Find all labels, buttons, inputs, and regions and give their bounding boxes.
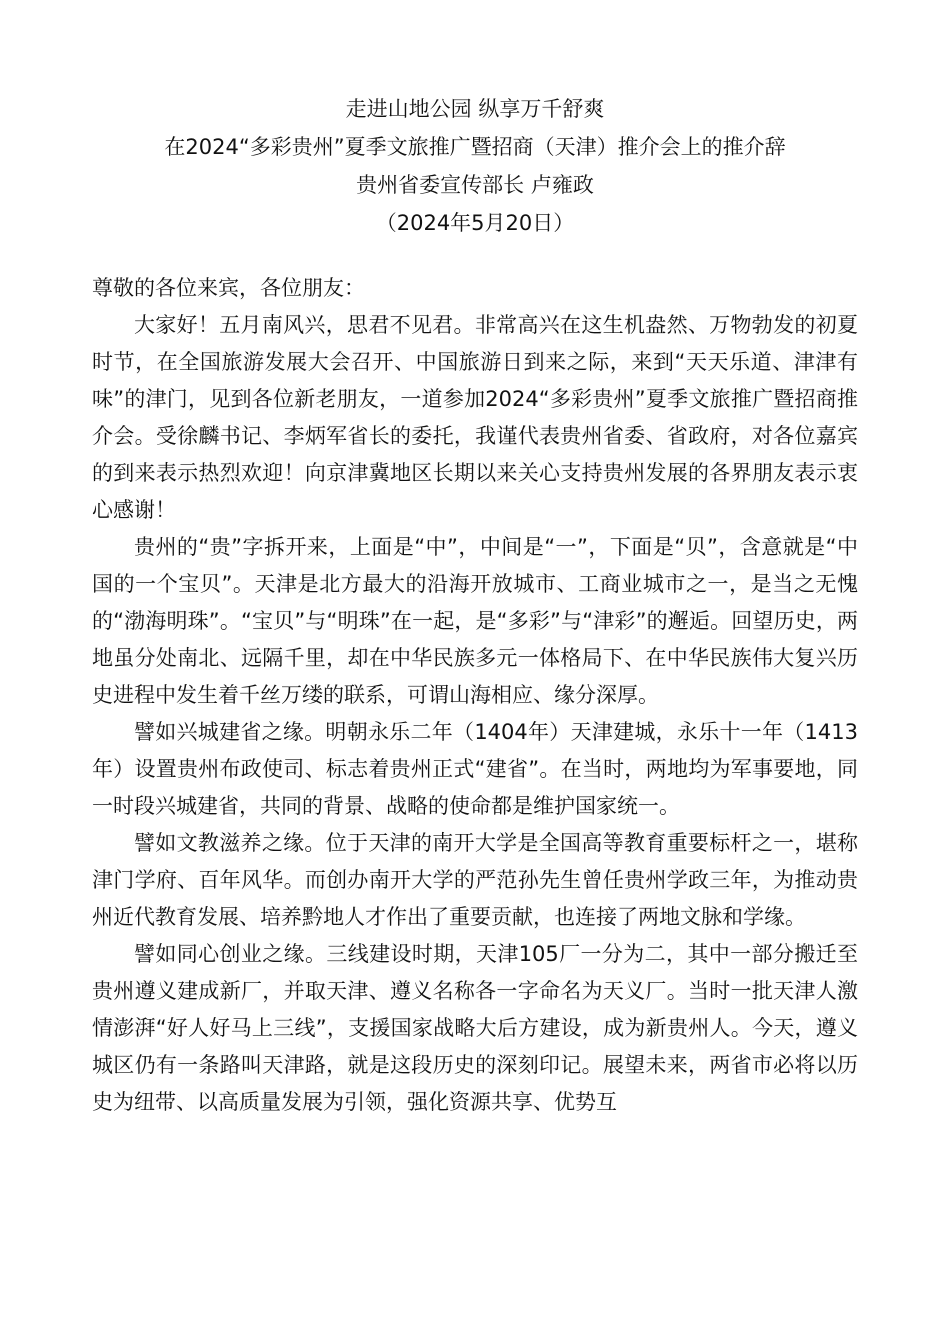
paragraph-industry: 譬如同心创业之缘。三线建设时期，天津105厂一分为二，其中一部分搬迁至贵州遵义建成新厂，并取天津、遵义名称各一字命名为天义厂。当时一批天津人激情澎湃“好人好马上三线”，支援国家战略大后方建设，成为新贵州人。今天，遵义城区仍有一条路叫天津路，就是这段历史的深刻印记。展望未来，两省市必将以历史为纽带、以高质量发展为引领，强化资源共享、优势互 [92,942,858,1114]
paragraph-education: 譬如文教滋养之缘。位于天津的南开大学是全国高等教育重要标杆之一，堪称津门学府、百年风华。而创办南开大学的严范孙先生曾任贵州学政三年，为推动贵州近代教育发展、培养黔地人才作出了重要贡献，也连接了两地文脉和学缘。 [92,831,858,929]
document-title: 走进山地公园 纵享万千舒爽 [345,97,605,121]
document-date: （2024年5月20日） [375,211,575,235]
document-subtitle: 在2024“多彩贵州”夏季文旅推广暨招商（天津）推介会上的推介辞 [164,135,786,159]
title-block [92,90,858,242]
paragraph-city-province: 譬如兴城建省之缘。明朝永乐二年（1404年）天津建城，永乐十一年（1413年）设置贵州布政使司、标志着贵州正式“建省”。在当时，两地均为军事要地，同一时段兴城建省，共同的背景、战略的使命都是维护国家统一。 [92,720,858,818]
paragraph-welcome: 大家好！五月南风兴，思君不见君。非常高兴在这生机盎然、万物勃发的初夏时节，在全国旅游发展大会召开、中国旅游日到来之际，来到“天天乐道、津津有味”的津门，见到各位新老朋友，一道参加2024“多彩贵州”夏季文旅推广暨招商推介会。受徐麟书记、李炳军省长的委托，我谨代表贵州省委、省政府，对各位嘉宾的到来表示热烈欢迎！向京津冀地区长期以来关心支持贵州发展的各界朋友表示衷心感谢！ [92,313,858,522]
salutation: 尊敬的各位来宾，各位朋友： [92,276,365,300]
paragraph-gui-character: 贵州的“贵”字拆开来，上面是“中”，中间是“一”，下面是“贝”，含意就是“中国的一个宝贝”。天津是北方最大的沿海开放城市、工商业城市之一，是当之无愧的“渤海明珠”。“宝贝”与“明珠”在一起，是“多彩”与“津彩”的邂逅。回望历史，两地虽分处南北、远隔千里，却在中华民族多元一体格局下、在中华民族伟大复兴历史进程中发生着千丝万缕的联系，可谓山海相应、缘分深厚。 [92,535,858,707]
document-author: 贵州省委宣传部长 卢雍政 [356,173,594,197]
